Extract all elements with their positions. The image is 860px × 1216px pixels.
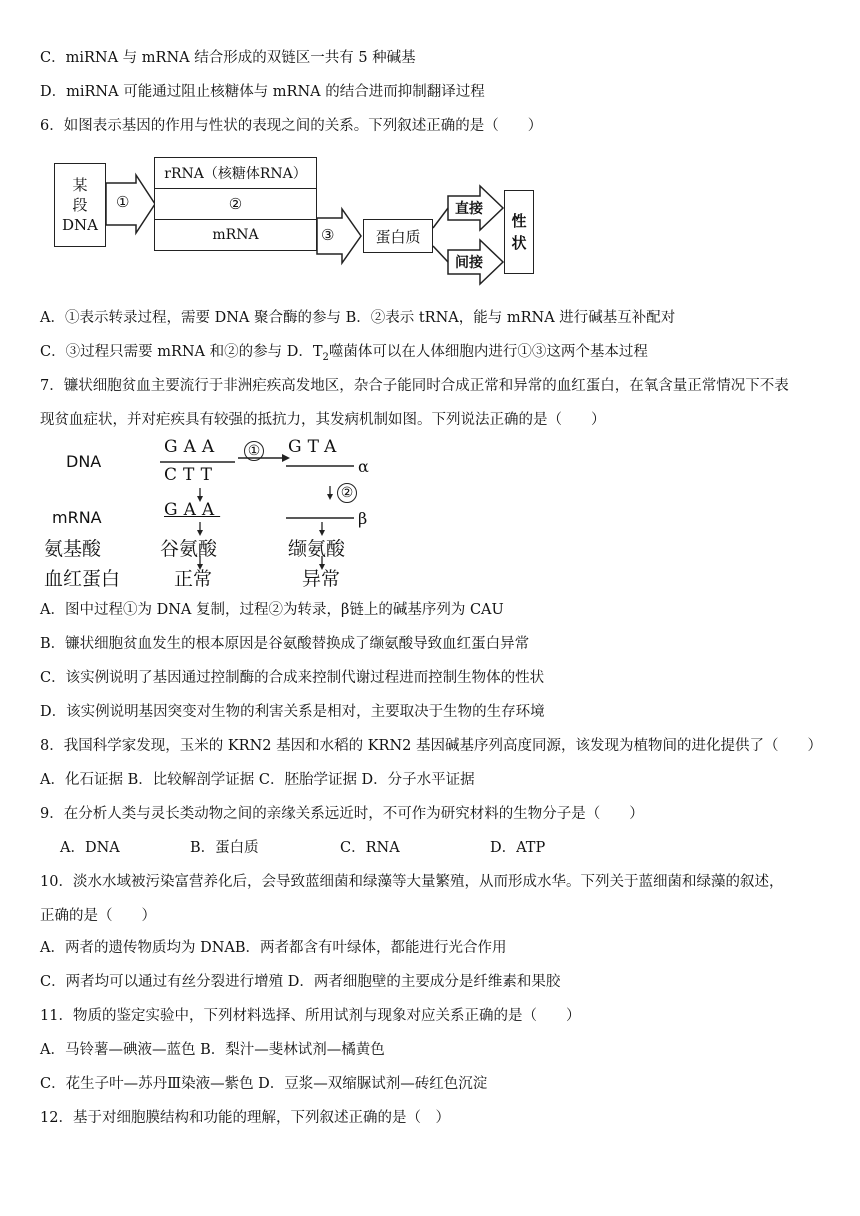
q7-option-a: A．图中过程①为 DNA 复制，过程②为转录，β链上的碱基序列为 CAU	[40, 602, 504, 618]
beta-label: β	[358, 509, 368, 528]
arrow-3-label: ③	[321, 226, 335, 244]
row-label-hemoglobin: 血红蛋白	[44, 568, 121, 590]
row-label-mrna: mRNA	[52, 508, 102, 527]
dna-bottom-strand-normal: CTT	[164, 465, 219, 485]
row-label-dna: DNA	[66, 452, 102, 471]
protein-box: 蛋白质	[363, 219, 433, 253]
direct-label: 直接	[455, 201, 483, 217]
q10-stem-line2: 正确的是（ ）	[40, 908, 156, 924]
step-2-marker: ②	[337, 483, 357, 503]
q10-options-cd: C．两者均可以通过有丝分裂进行增殖 D．两者细胞壁的主要成分是纤维素和果胶	[40, 974, 561, 990]
q9-option-c: C．RNA	[340, 840, 400, 856]
q10-stem-line1: 10．淡水水域被污染富营养化后，会导致蓝细菌和绿藻等大量繁殖，从而形成水华。下列关于蓝细菌和绿藻的叙述，	[40, 874, 784, 890]
q7-option-d: D．该实例说明基因突变对生物的利害关系是相对，主要取决于生物的生存环境	[40, 704, 545, 720]
q11-stem: 11．物质的鉴定实验中，下列材料选择、所用试剂与现象对应关系正确的是（ ）	[40, 1008, 581, 1024]
q6-options-ab: A．①表示转录过程，需要 DNA 聚合酶的参与 B．②表示 tRNA，能与 mRNA 进行碱基互补配对	[40, 310, 676, 326]
dna-segment-box: 某 段 DNA	[54, 163, 106, 247]
q9-stem: 9．在分析人类与灵长类动物之间的亲缘关系远近时，不可作为研究材料的生物分子是（ ）	[40, 806, 644, 822]
q7-stem-line1: 7．镰状细胞贫血主要流行于非洲疟疾高发地区，杂合子能同时合成正常和异常的血红蛋白，在氧含量正常情况下不表	[40, 378, 789, 394]
step-1-marker: ①	[244, 441, 264, 461]
hemoglobin-abnormal: 异常	[302, 568, 341, 590]
indirect-label: 间接	[455, 255, 483, 271]
q11-options-ab: A．马铃薯—碘液—蓝色 B．梨汁—斐林试剂—橘黄色	[40, 1042, 385, 1058]
arrow-1-label: ①	[116, 193, 130, 211]
mrna-box: mRNA	[154, 219, 317, 251]
q5-option-d: D．miRNA 可能通过阻止核糖体与 mRNA 的结合进而抑制翻译过程	[40, 84, 485, 100]
q7-option-c: C．该实例说明了基因通过控制酶的合成来控制代谢过程进而控制生物体的性状	[40, 670, 545, 686]
q12-stem: 12．基于对细胞膜结构和功能的理解，下列叙述正确的是（ ）	[40, 1110, 450, 1126]
q9-options	[60, 838, 820, 858]
q9-option-a: A．DNA	[60, 840, 120, 856]
q9-option-d: D．ATP	[490, 840, 546, 856]
q6-stem: 6．如图表示基因的作用与性状的表现之间的关系。下列叙述正确的是（ ）	[40, 118, 543, 134]
q11-options-cd: C．花生子叶—苏丹Ⅲ染液—紫色 D．豆浆—双缩脲试剂—砖红色沉淀	[40, 1076, 488, 1092]
trna-box: ②	[154, 188, 317, 220]
q8-stem: 8．我国科学家发现，玉米的 KRN2 基因和水稻的 KRN2 基因碱基序列高度同源，该发现为植物间的进化提供了（ ）	[40, 738, 822, 754]
q10-options-ab: A．两者的遗传物质均为 DNAB．两者都含有叶绿体，都能进行光合作用	[40, 940, 507, 956]
q5-option-c: C．miRNA 与 mRNA 结合形成的双链区一共有 5 种碱基	[40, 50, 416, 66]
q6-options-cd: C．③过程只需要 mRNA 和②的参与 D．$T_2$噬菌体可以在人体细胞内进行①③这两个基本过程	[40, 344, 648, 363]
trait-box: 性 状	[504, 190, 534, 274]
amino-acid-glutamate: 谷氨酸	[160, 538, 218, 560]
dna-strand-mutant: GTA	[288, 437, 343, 457]
q7-lines-svg	[0, 0, 860, 600]
alpha-label: α	[358, 457, 369, 476]
amino-acid-valine: 缬氨酸	[288, 538, 346, 560]
hemoglobin-normal: 正常	[174, 568, 213, 590]
rrna-box: rRNA（核糖体RNA）	[154, 157, 317, 189]
q7-diagram	[0, 0, 860, 600]
mrna-normal: GAA	[164, 500, 221, 520]
q8-options: A．化石证据 B．比较解剖学证据 C．胚胎学证据 D．分子水平证据	[40, 772, 475, 788]
q7-option-b: B．镰状细胞贫血发生的根本原因是谷氨酸替换成了缬氨酸导致血红蛋白异常	[40, 636, 530, 652]
q7-stem-line2: 现贫血症状，并对疟疾具有较强的抵抗力，其发病机制如图。下列说法正确的是（ ）	[40, 412, 606, 428]
dna-top-strand-normal: GAA	[164, 437, 221, 457]
q9-option-b: B．蛋白质	[190, 840, 259, 856]
row-label-amino-acid: 氨基酸	[44, 538, 102, 560]
